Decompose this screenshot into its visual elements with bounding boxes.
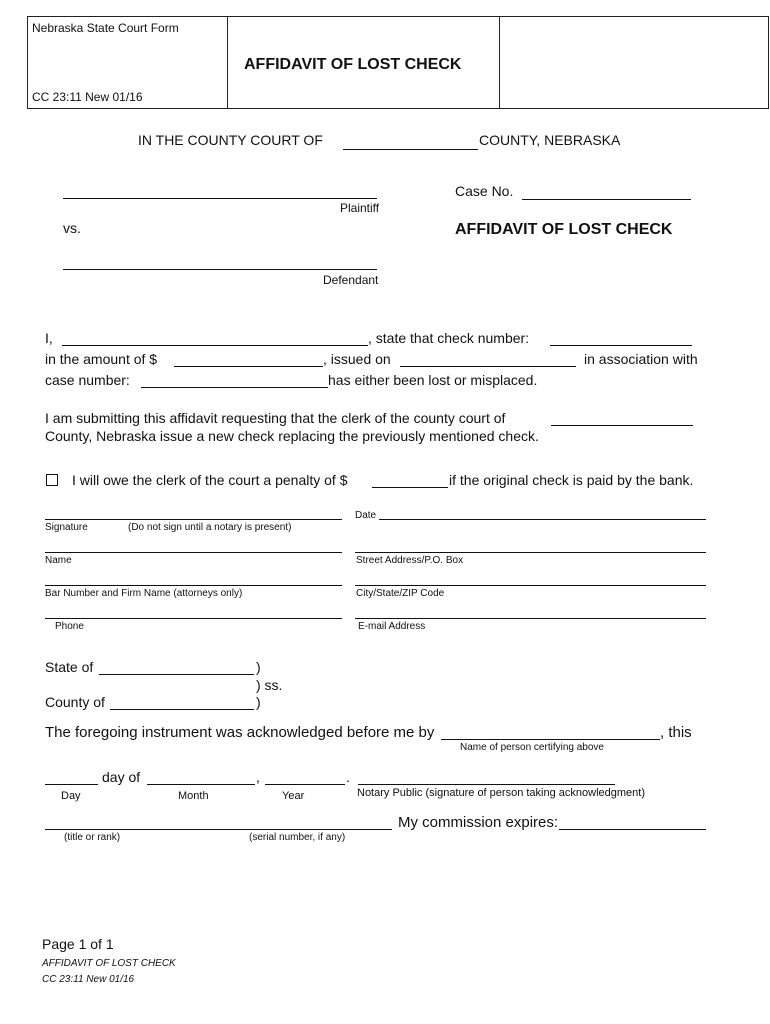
serial-number-label: (serial number, if any) (249, 832, 346, 843)
header-divider-left (227, 17, 228, 108)
name-field[interactable] (45, 552, 342, 553)
body-amount-label: in the amount of $ (45, 351, 158, 367)
city-state-zip-field[interactable] (355, 585, 706, 586)
body-lost-text: has either been lost or misplaced. (328, 372, 538, 388)
phone-field[interactable] (45, 618, 342, 619)
commission-expires-field[interactable] (559, 829, 706, 830)
bar-number-field[interactable] (45, 585, 342, 586)
form-source: Nebraska State Court Form (32, 21, 179, 35)
street-address-label: Street Address/P.O. Box (356, 555, 464, 566)
request-text-line2: County, Nebraska issue a new check replacing the previously mentioned check. (45, 428, 539, 444)
email-field[interactable] (355, 618, 706, 619)
bar-number-label: Bar Number and Firm Name (attorneys only) (45, 588, 243, 599)
state-field[interactable] (99, 674, 254, 675)
certifier-name-note: Name of person certifying above (460, 742, 604, 753)
issued-date-field[interactable] (400, 366, 576, 367)
amount-field[interactable] (174, 366, 323, 367)
year-label: Year (282, 790, 305, 802)
phone-label: Phone (55, 621, 84, 632)
name-label: Name (45, 555, 72, 566)
certifier-name-field[interactable] (441, 739, 660, 740)
affiant-name-field[interactable] (62, 345, 368, 346)
header-divider-right (499, 17, 500, 108)
case-number-field[interactable] (141, 387, 328, 388)
footer-code: CC 23:11 New 01/16 (42, 974, 135, 985)
state-paren: ) (256, 659, 261, 675)
commission-label: My commission expires: (398, 814, 559, 831)
date-period: . (346, 769, 350, 785)
signature-field[interactable] (45, 519, 342, 520)
court-prefix: IN THE COUNTY COURT OF (138, 132, 323, 148)
county-of-label: County of (45, 694, 105, 710)
title-serial-field[interactable] (45, 829, 392, 830)
ss-label: ) ss. (256, 677, 283, 693)
date-label: Date (355, 510, 377, 521)
case-no-label: Case No. (455, 183, 514, 199)
date-field[interactable] (379, 519, 706, 520)
footer-title: AFFIDAVIT OF LOST CHECK (42, 958, 176, 969)
page-number: Page 1 of 1 (42, 936, 114, 952)
notary-signature-label: Notary Public (signature of person taking acknowledgment) (357, 787, 645, 799)
court-suffix: COUNTY, NEBRASKA (479, 132, 621, 148)
body-case-number-label: case number: (45, 372, 130, 388)
year-field[interactable] (265, 784, 345, 785)
caption-title: AFFIDAVIT OF LOST CHECK (455, 221, 673, 238)
check-number-field[interactable] (550, 345, 692, 346)
body-association-text: in association with (584, 351, 698, 367)
notary-signature-field[interactable] (358, 784, 615, 785)
day-of-label: day of (102, 769, 141, 785)
form-code: CC 23:11 New 01/16 (32, 90, 143, 104)
notary-county-field[interactable] (110, 709, 254, 710)
date-comma: , (256, 769, 260, 785)
street-address-field[interactable] (355, 552, 706, 553)
plaintiff-field[interactable] (63, 198, 377, 199)
request-county-field[interactable] (551, 425, 693, 426)
day-label: Day (61, 790, 81, 802)
signature-note: (Do not sign until a notary is present) (128, 522, 292, 533)
acknowledgment-this: , this (660, 724, 692, 741)
penalty-amount-field[interactable] (372, 487, 448, 488)
month-label: Month (178, 790, 209, 802)
city-state-zip-label: City/State/ZIP Code (356, 588, 445, 599)
county-paren: ) (256, 694, 261, 710)
acknowledgment-text: The foregoing instrument was acknowledged before me by (45, 724, 435, 741)
state-of-label: State of (45, 659, 94, 675)
county-name-field[interactable] (343, 149, 478, 150)
body-i-label: I, (45, 330, 53, 346)
signature-label: Signature (45, 522, 88, 533)
vs-label: vs. (63, 220, 81, 236)
body-issued-text: , issued on (323, 351, 391, 367)
title-rank-label: (title or rank) (64, 832, 121, 843)
header-title: AFFIDAVIT OF LOST CHECK (244, 56, 462, 73)
penalty-text-end: if the original check is paid by the bank. (449, 472, 694, 488)
month-field[interactable] (147, 784, 255, 785)
penalty-checkbox[interactable] (46, 474, 58, 486)
defendant-field[interactable] (63, 269, 377, 270)
penalty-text-start: I will owe the clerk of the court a penalty of $ (72, 472, 348, 488)
plaintiff-label: Plaintiff (340, 201, 380, 215)
request-text-line1: I am submitting this affidavit requesting that the clerk of the county court of (45, 410, 506, 426)
email-label: E-mail Address (358, 621, 426, 632)
day-field[interactable] (45, 784, 98, 785)
defendant-label: Defendant (323, 273, 379, 287)
case-no-field[interactable] (522, 199, 691, 200)
body-state-text: , state that check number: (368, 330, 530, 346)
